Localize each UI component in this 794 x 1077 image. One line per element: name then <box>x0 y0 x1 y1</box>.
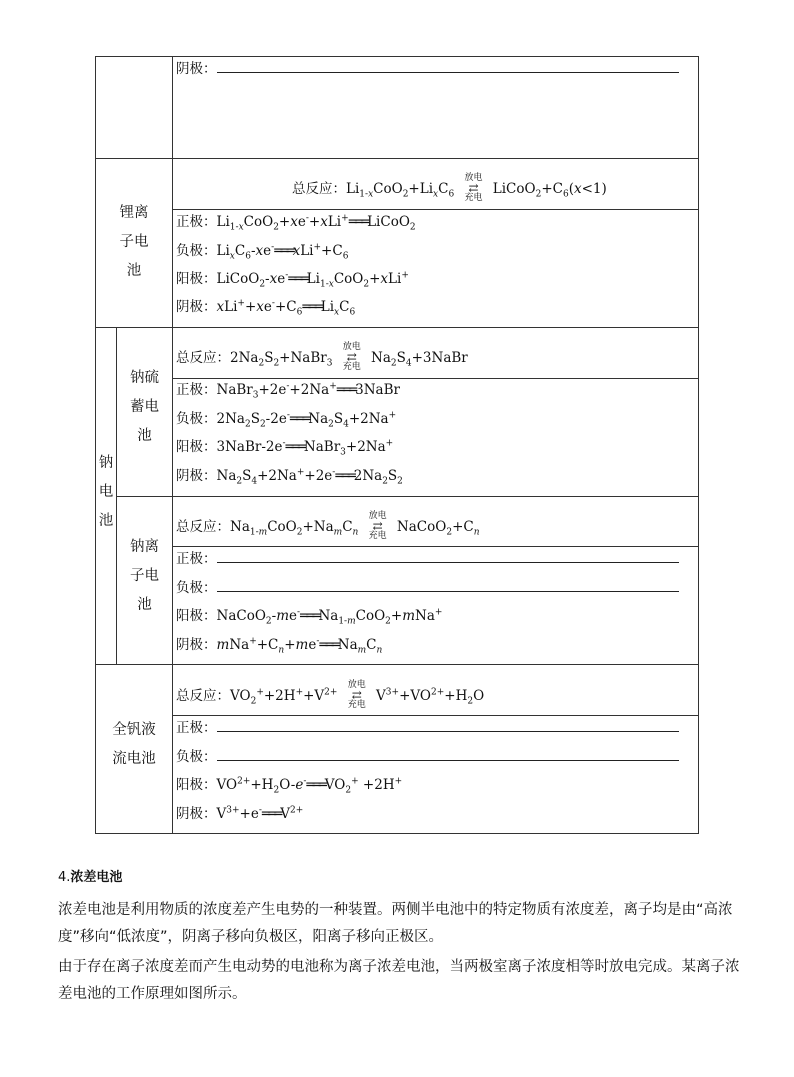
table-border-bottom <box>95 833 699 834</box>
reversible-arrow <box>344 680 370 710</box>
negative-label: 负极： <box>176 411 217 427</box>
nas-battery-label <box>117 364 172 451</box>
anode-label: 阳极： <box>176 439 217 455</box>
row0-cathode <box>176 60 679 78</box>
v-cathode: 阴极：$V^{3+}+e^-═══V^{2+}$ <box>176 805 304 822</box>
positive-label: 正极： <box>176 382 217 398</box>
li-battery-label <box>96 199 172 286</box>
cathode-label: 阴极： <box>176 299 217 315</box>
li-cathode: 阴极：$xLi^++xe^-+C_6═══Li_xC_6$ <box>176 298 356 318</box>
nas-label-line: 池 <box>137 428 152 444</box>
paragraph: 浓差电池是利用物质的浓度差产生电势的一种装置。两侧半电池中的特定物质有浓度差，离子均是由“高浓度”移向“低浓度”，阴离子移向负极区，阳离子移向正极区。 <box>58 902 733 945</box>
answer-blank[interactable] <box>217 550 679 563</box>
charge-label: 充电 <box>368 531 387 541</box>
v-positive <box>176 719 679 737</box>
li-total-reaction: 总反应：$Li_{1-x}CoO_2+Li_xC_6$ 放电 ⇄ 充电 $LiCoO_2+C_6(x<1)$ <box>292 180 607 198</box>
li-anode: 阳极：$LiCoO_2-xe^-═══Li_{1-x}CoO_2+xLi^+$ <box>176 270 409 290</box>
nai-cathode: 阴极：$mNa^++C_n+me^-═══Na_mC_n$ <box>176 636 383 656</box>
subrow-divider <box>172 209 699 210</box>
negative-label: 负极： <box>176 749 217 765</box>
nas-negative: 负极：$2Na_2S_2-2e^-═══Na_2S_4+2Na^+$ <box>176 410 397 430</box>
li-negative: 负极：$Li_xC_6-xe^-═══xLi^++C_6$ <box>176 242 349 262</box>
v-label-line: 流电池 <box>112 751 156 767</box>
double-arrow-icon: ⇄ <box>351 688 362 702</box>
li-positive: 正极：$Li_{1-x}CoO_2+xe^-+xLi^+═══LiCoO_2$ <box>176 213 416 233</box>
negative-label: 负极： <box>176 580 217 596</box>
nas-positive: 正极：NaBr$_3$+2e-+2Na+═══3NaBr <box>176 381 400 401</box>
nai-negative <box>176 579 679 597</box>
nas-label-line: 钠硫 <box>130 370 159 386</box>
reversible-arrow <box>365 511 391 541</box>
row-divider <box>95 664 699 665</box>
v-total-reaction: 总反应：$VO_2^++2H^++V^{2+}$ 放电 ⇄ 充电 $V^{3+}+VO^{2+}+H_2O$ <box>176 687 484 705</box>
section-title: 浓差电池 <box>70 870 123 885</box>
total-reaction-label: 总反应： <box>176 519 230 535</box>
reversible-arrow <box>339 342 365 372</box>
na-label-line: 池 <box>98 513 114 529</box>
li-label-line: 锂离 <box>119 205 149 221</box>
answer-blank[interactable] <box>217 719 679 732</box>
cathode-label: 阴极： <box>176 61 217 77</box>
discharge-label: 放电 <box>368 511 387 521</box>
sodium-battery-label <box>96 449 116 536</box>
label-column-divider <box>172 56 173 834</box>
na-label-line: 电 <box>98 484 114 500</box>
row-divider <box>116 496 699 497</box>
answer-blank[interactable] <box>217 748 679 761</box>
answer-blank[interactable] <box>217 579 679 592</box>
reversible-arrow <box>460 173 486 203</box>
total-reaction-label: 总反应： <box>176 688 230 704</box>
positive-label: 正极： <box>176 720 217 736</box>
nai-anode: 阳极：$NaCoO_2-me^-═══Na_{1-m}CoO_2+mNa^+$ <box>176 607 443 627</box>
answer-blank[interactable] <box>217 60 679 73</box>
nas-anode: 阳极：3NaBr-2e-═══NaBr$_3$+2Na+ <box>176 438 394 458</box>
v-anode: 阳极：$VO^{2+}+H_2O-e^-═══VO_2^+ +2H^+$ <box>176 776 403 796</box>
subrow-divider <box>172 378 699 379</box>
nas-cathode: 阴极：$Na_2S_4+2Na^++2e^-═══2Na_2S_2$ <box>176 467 403 487</box>
row-divider <box>95 327 699 328</box>
total-reaction-label: 总反应： <box>176 350 230 366</box>
discharge-label: 放电 <box>347 680 366 690</box>
discharge-label: 放电 <box>464 173 483 183</box>
section-heading <box>58 866 122 885</box>
nai-total-reaction: 总反应：$Na_{1-m}CoO_2+Na_mC_n$ 放电 ⇄ 充电 $NaCoO_2+C_n$ <box>176 518 480 536</box>
positive-label: 正极： <box>176 551 217 567</box>
nai-label-line: 子电 <box>130 568 159 584</box>
subrow-divider <box>172 715 699 716</box>
charge-label: 充电 <box>347 700 366 710</box>
nas-label-line: 蓄电 <box>130 399 159 415</box>
na-label-line: 钠 <box>98 455 114 471</box>
double-arrow-icon: ⇄ <box>346 350 357 364</box>
anode-label: 阳极： <box>176 271 217 287</box>
double-arrow-icon: ⇄ <box>372 519 383 533</box>
charge-label: 充电 <box>464 193 483 203</box>
row-divider <box>95 158 699 159</box>
nai-label-line: 池 <box>137 597 152 613</box>
nai-label-line: 钠离 <box>130 539 159 555</box>
li-label-line: 子电 <box>119 234 149 250</box>
v-negative <box>176 748 679 766</box>
discharge-label: 放电 <box>342 342 361 352</box>
subrow-divider <box>172 546 699 547</box>
table-border-top <box>95 56 699 57</box>
cathode-label: 阴极： <box>176 637 217 653</box>
cathode-label: 阴极： <box>176 806 217 822</box>
vanadium-battery-label <box>96 716 172 774</box>
cathode-label: 阴极： <box>176 468 217 484</box>
naion-battery-label <box>117 533 172 620</box>
table-border-right <box>698 56 699 834</box>
charge-label: 充电 <box>342 362 361 372</box>
anode-label: 阳极： <box>176 608 217 624</box>
total-reaction-label: 总反应： <box>292 181 346 197</box>
anode-label: 阳极： <box>176 777 217 793</box>
v-label-line: 全钒液 <box>112 722 156 738</box>
li-label-line: 池 <box>126 263 142 279</box>
double-arrow-icon: ⇄ <box>468 181 479 195</box>
negative-label: 负极： <box>176 243 217 259</box>
nai-positive <box>176 550 679 568</box>
nas-total-reaction: 总反应：$2Na_2S_2+NaBr_3$ 放电 ⇄ 充电 $Na_2S_4+3NaBr$ <box>176 349 468 367</box>
positive-label: 正极： <box>176 214 217 230</box>
paragraph: 由于存在离子浓度差而产生电动势的电池称为离子浓差电池，当两极室离子浓度相等时放电完成。某离子浓差电池的工作原理如图所示。 <box>58 959 740 1002</box>
section-number: 4. <box>58 870 71 885</box>
